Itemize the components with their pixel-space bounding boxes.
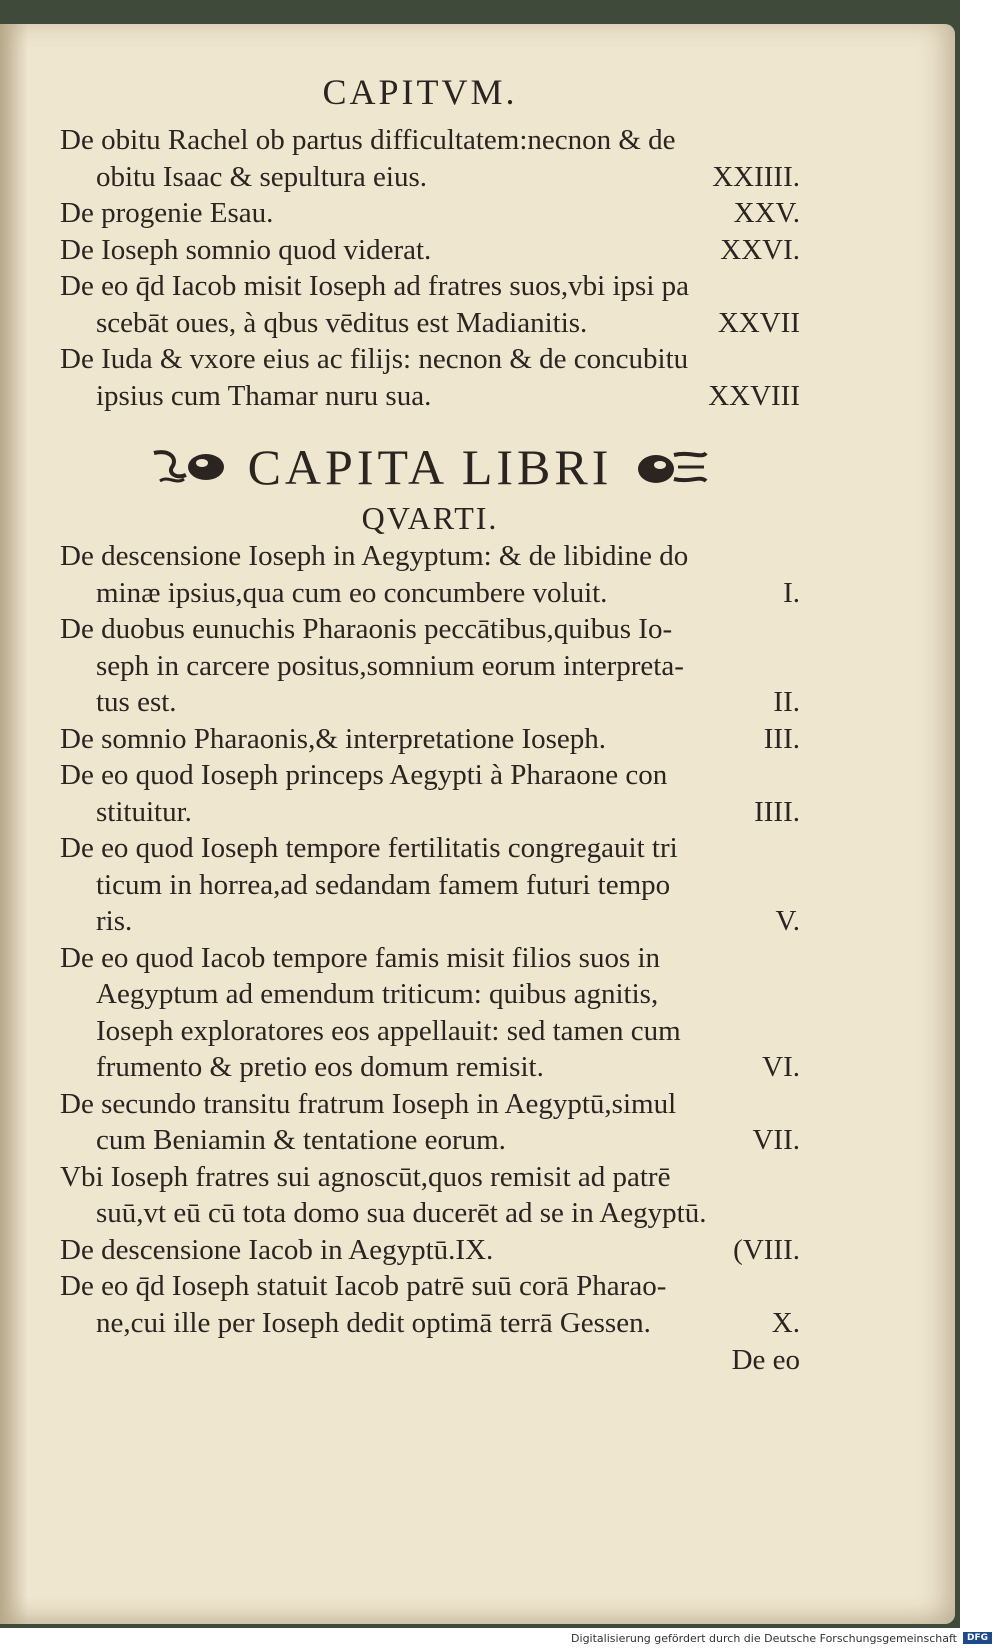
chapter-entry xyxy=(60,757,800,830)
chapter-entry xyxy=(60,1232,800,1269)
entry-line: tus est. xyxy=(96,686,177,718)
chapter-entry xyxy=(60,122,800,195)
entry-line: De eo quod Ioseph princeps Aegypti à Pharaone con xyxy=(60,759,668,791)
entry-line: De descensione Iacob in Aegyptū.IX. xyxy=(60,1233,494,1266)
entry-line: De Iuda & vxore eius ac filijs: necnon & de concubitu xyxy=(60,343,689,375)
right-fleuron-icon xyxy=(630,445,710,489)
chapter-entry xyxy=(60,830,800,940)
page-gutter-shadow xyxy=(0,24,28,1624)
chapter-number: VI. xyxy=(762,1051,800,1083)
entry-line: seph in carcere positus,somnium eorum interpreta- xyxy=(96,649,684,682)
entry-line: De eo q̄d Iacob misit Ioseph ad fratres suos,vbi ipsi pa xyxy=(60,270,689,302)
footer-credit: Digitalisierung gefördert durch die Deutsche Forschungsgemeinschaft xyxy=(571,1631,957,1645)
entry-line: Vbi Ioseph fratres sui agnoscūt,quos remisit ad patrē xyxy=(60,1160,671,1193)
entry-line: cum Beniamin & tentatione eorum. xyxy=(96,1124,506,1156)
chapter-entry xyxy=(60,611,800,721)
entry-line: De eo quod Iacob tempore famis misit filios suos in xyxy=(60,941,661,974)
entry-line: Aegyptum ad emendum triticum: quibus agnitis, xyxy=(96,978,659,1010)
chapter-entry xyxy=(60,721,800,758)
chapter-entry xyxy=(60,538,800,611)
digitization-footer xyxy=(0,1628,1000,1648)
chapter-number: XXVIII xyxy=(708,379,800,412)
entry-line: minæ ipsius,qua cum eo concumbere voluit. xyxy=(96,576,608,609)
entry-line: obitu Isaac & sepultura eius. xyxy=(96,160,427,193)
entry-line: De eo q̄d Ioseph statuit Iacob patrē suū corā Pharao- xyxy=(60,1270,667,1302)
chapter-number: XXVI. xyxy=(720,233,800,266)
chapter-number: IIII. xyxy=(754,795,800,828)
entry-line: De eo quod Ioseph tempore fertilitatis congregauit tri xyxy=(60,832,678,864)
chapter-entry xyxy=(60,341,800,414)
entry-line: De descensione Ioseph in Aegyptum: & de libidine do xyxy=(60,540,689,572)
chapter-number: X. xyxy=(771,1306,800,1339)
entry-line: frumento & pretio eos domum remisit. xyxy=(96,1051,544,1083)
entry-line: De somnio Pharaonis,& interpretatione Ioseph. xyxy=(60,722,607,755)
entry-line: De Ioseph somnio quod viderat. xyxy=(60,233,432,266)
chapter-number: VII. xyxy=(752,1124,800,1156)
left-fleuron-icon xyxy=(150,445,230,489)
chapter-entry xyxy=(60,940,800,1086)
entry-line: ipsius cum Thamar nuru sua. xyxy=(96,379,432,412)
section-subtitle: QVARTI. xyxy=(361,500,499,536)
book-page xyxy=(0,24,955,1624)
entry-line: stituitur. xyxy=(96,795,192,828)
chapter-number: XXVII xyxy=(717,306,800,339)
entry-line: De progenie Esau. xyxy=(60,197,274,229)
chapter-entry xyxy=(60,232,800,269)
section-heading xyxy=(60,436,800,538)
chapter-list-book-3 xyxy=(60,122,800,414)
catchword: De eo xyxy=(731,1344,800,1376)
chapter-entry xyxy=(60,195,800,232)
section-title: CAPITA LIBRI xyxy=(247,439,613,495)
entry-line: suū,vt eū cū tota domo sua ducerēt ad se in Aegyptū. xyxy=(96,1197,707,1229)
chapter-entry xyxy=(60,1086,800,1159)
chapter-entry xyxy=(60,1268,800,1341)
chapter-number: I. xyxy=(783,576,800,609)
entry-line: De duobus eunuchis Pharaonis peccātibus,quibus Io- xyxy=(60,613,673,645)
chapter-number: II. xyxy=(773,686,800,718)
chapter-number: III. xyxy=(763,722,800,755)
text-block xyxy=(60,62,800,1379)
entry-line: De obitu Rachel ob partus difficultatem:necnon & de xyxy=(60,124,676,156)
chapter-entry xyxy=(60,1159,800,1232)
chapter-number: (VIII. xyxy=(733,1233,800,1266)
chapter-number: XXIIII. xyxy=(712,160,800,193)
chapter-number: V. xyxy=(775,905,800,937)
entry-line: Ioseph exploratores eos appellauit: sed tamen cum xyxy=(96,1014,681,1047)
entry-line: ris. xyxy=(96,905,133,937)
section-title-line xyxy=(60,436,800,498)
entry-line: ticum in horrea,ad sedandam famem futuri tempo xyxy=(96,868,671,901)
entry-line: scebāt oues, à qbus vēditus est Madianitis. xyxy=(96,306,588,339)
dfg-logo: DFG xyxy=(963,1632,992,1644)
entry-line: De secundo transitu fratrum Ioseph in Aegyptū,simul xyxy=(60,1087,677,1120)
entry-line: ne,cui ille per Ioseph dedit optimā terrā Gessen. xyxy=(96,1306,651,1339)
chapter-entry xyxy=(60,268,800,341)
chapter-number: XXV. xyxy=(733,197,800,229)
chapter-list-book-4 xyxy=(60,538,800,1341)
running-head: CAPITVM. xyxy=(322,72,518,112)
